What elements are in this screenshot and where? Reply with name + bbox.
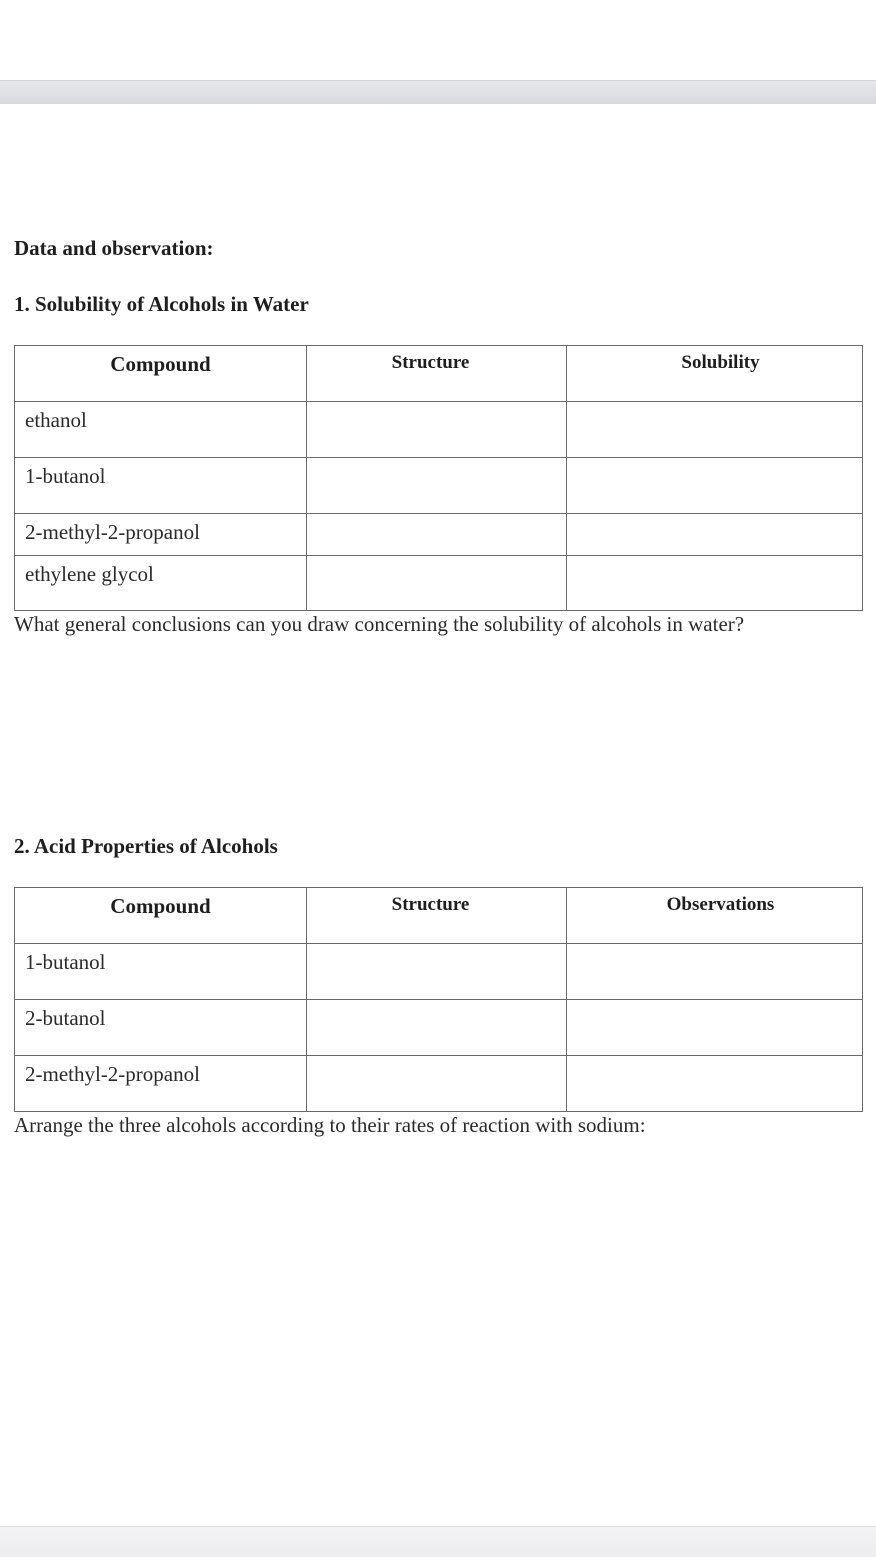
solubility-cell[interactable] [567, 514, 863, 556]
solubility-cell[interactable] [567, 556, 863, 611]
observations-cell[interactable] [567, 1000, 863, 1056]
compound-cell: 2-methyl-2-propanol [15, 1056, 307, 1112]
table-row [15, 458, 863, 514]
compound-cell: ethanol [15, 402, 307, 458]
structure-cell[interactable] [307, 1000, 567, 1056]
solubility-table [14, 345, 863, 611]
solubility-question: What general conclusions can you draw concerning the solubility of alcohols in water? [14, 612, 745, 636]
section1-title: 1. Solubility of Alcohols in Water [14, 292, 309, 316]
solubility-cell[interactable] [567, 402, 863, 458]
table-row [15, 402, 863, 458]
table-row [15, 514, 863, 556]
structure-cell[interactable] [307, 556, 567, 611]
column-header-solubility: Solubility [567, 346, 863, 402]
viewer-bottom-bar [0, 1526, 876, 1557]
compound-cell: 2-methyl-2-propanol [15, 514, 307, 556]
structure-cell[interactable] [307, 1056, 567, 1112]
compound-cell: 1-butanol [15, 458, 307, 514]
structure-cell[interactable] [307, 402, 567, 458]
table-header-row [15, 346, 863, 402]
observations-cell[interactable] [567, 944, 863, 1000]
table-row [15, 944, 863, 1000]
column-header-structure: Structure [307, 346, 567, 402]
column-header-observations: Observations [567, 888, 863, 944]
structure-cell[interactable] [307, 458, 567, 514]
acid-properties-table [14, 887, 863, 1112]
observations-cell[interactable] [567, 1056, 863, 1112]
table-row [15, 556, 863, 611]
table-row [15, 1056, 863, 1112]
structure-cell[interactable] [307, 514, 567, 556]
compound-cell: 1-butanol [15, 944, 307, 1000]
structure-cell[interactable] [307, 944, 567, 1000]
viewer-top-bar [0, 80, 876, 104]
table-header-row [15, 888, 863, 944]
column-header-compound: Compound [15, 888, 307, 944]
page-heading: Data and observation: [14, 236, 214, 260]
reaction-rate-question: Arrange the three alcohols according to their rates of reaction with sodium: [14, 1113, 646, 1137]
solubility-cell[interactable] [567, 458, 863, 514]
column-header-structure: Structure [307, 888, 567, 944]
compound-cell: ethylene glycol [15, 556, 307, 611]
table-row [15, 1000, 863, 1056]
section2-title: 2. Acid Properties of Alcohols [14, 834, 278, 858]
compound-cell: 2-butanol [15, 1000, 307, 1056]
column-header-compound: Compound [15, 346, 307, 402]
